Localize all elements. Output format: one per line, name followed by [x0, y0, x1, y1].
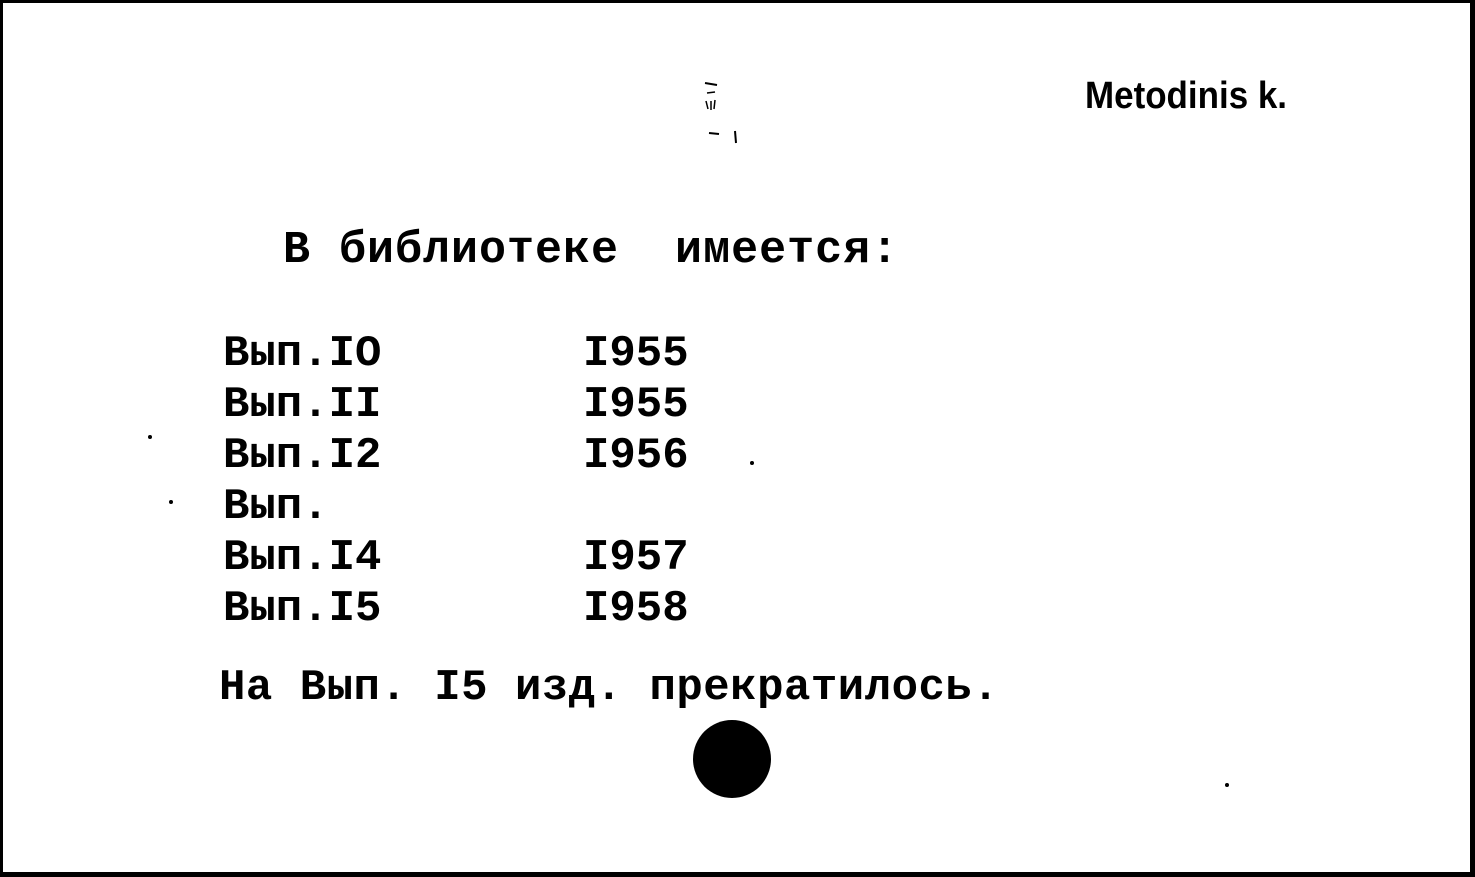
issue-label: Вып.I2: [223, 430, 382, 481]
issue-list: [223, 328, 689, 634]
ink-smudge: [701, 79, 749, 149]
header-label: Metodinis k.: [1085, 75, 1288, 117]
issue-label: Вып.II: [223, 379, 382, 430]
issue-label: Вып.IO: [223, 328, 382, 379]
catalog-card: [3, 3, 1470, 872]
issue-year: I956: [583, 430, 689, 481]
issue-label: Вып.I5: [223, 583, 382, 634]
issue-label: Вып.: [223, 481, 329, 532]
issue-year: I955: [583, 379, 689, 430]
card-title: В библиотеке имеется:: [283, 225, 900, 276]
punch-hole: [693, 720, 771, 798]
issue-row: [223, 430, 689, 481]
issue-year: I958: [583, 583, 689, 634]
issue-row: [223, 583, 689, 634]
ink-speck: [750, 461, 754, 465]
issue-label: Вып.I4: [223, 532, 382, 583]
issue-year: I957: [583, 532, 689, 583]
issue-row: [223, 481, 689, 532]
issue-row: [223, 328, 689, 379]
issue-year: I955: [583, 328, 689, 379]
issue-row: [223, 532, 689, 583]
ink-speck: [148, 435, 152, 439]
ink-speck: [1225, 783, 1229, 787]
issue-row: [223, 379, 689, 430]
closing-note: На Вып. I5 изд. прекратилось.: [219, 663, 1000, 713]
ink-speck: [169, 500, 173, 504]
